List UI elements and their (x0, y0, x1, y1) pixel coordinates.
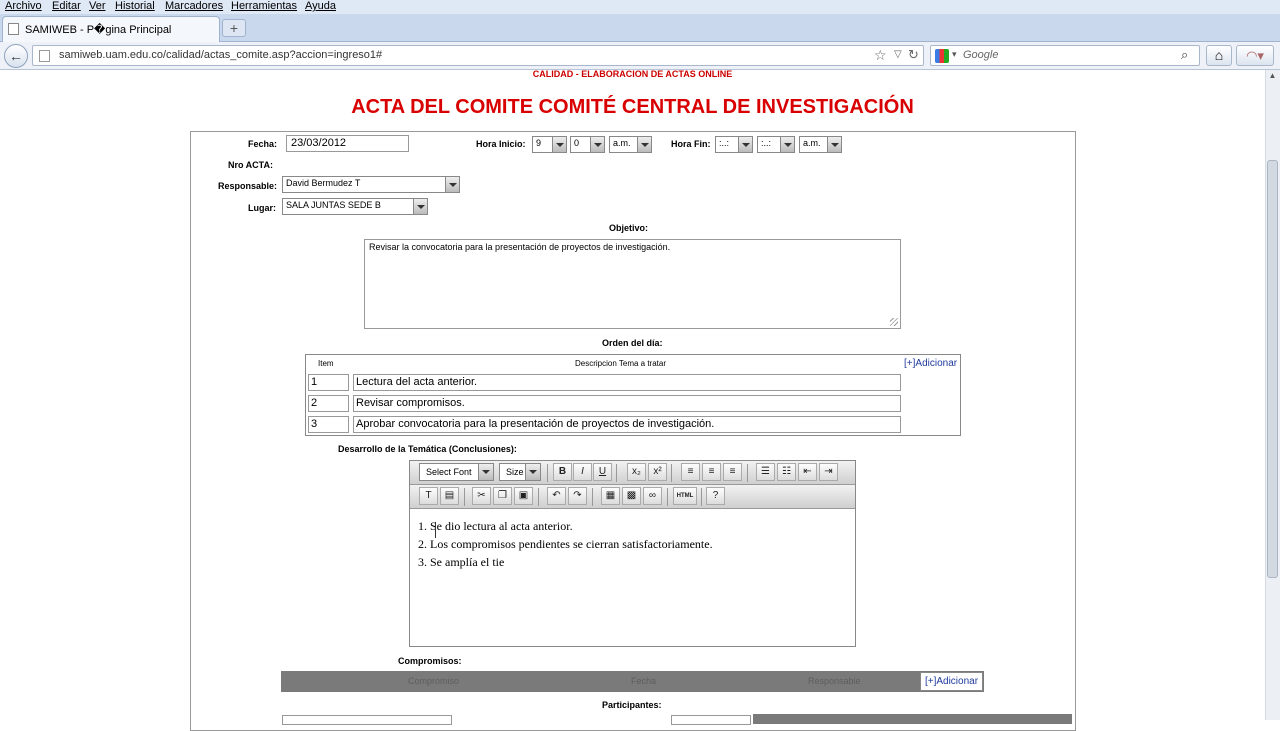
hora-fin-ampm-value: a.m. (803, 138, 821, 148)
hora-inicio-min-select[interactable] (570, 136, 605, 153)
history-dropdown-icon[interactable]: ▽ (894, 49, 902, 60)
bullet-list-icon[interactable]: ☰ (756, 463, 775, 481)
image-icon[interactable]: ▩ (622, 487, 641, 505)
toolbar-separator (592, 488, 593, 506)
menu-bar (0, 0, 1280, 14)
agenda-item-desc[interactable]: Revisar compromisos. (353, 395, 901, 412)
chevron-down-icon (552, 137, 566, 152)
participantes-label: Participantes: (602, 700, 662, 710)
home-button[interactable] (1206, 45, 1232, 66)
chevron-down-icon (827, 137, 841, 152)
orden-label: Orden del día: (602, 338, 663, 348)
editor-line: 3. Se amplía el tie (418, 555, 505, 569)
size-select-label: Size (506, 467, 524, 477)
objetivo-textarea[interactable] (364, 239, 901, 329)
participantes-header (753, 714, 1072, 724)
engine-dropdown-icon[interactable]: ▾ (952, 49, 957, 59)
google-icon[interactable] (935, 49, 949, 63)
hora-fin-hour-select[interactable] (715, 136, 753, 153)
indent-icon[interactable]: ⇥ (819, 463, 838, 481)
agenda-item-desc[interactable]: Aprobar convocatoria para la presentación de proyectos de investigación. (353, 416, 901, 433)
hora-fin-hour-value: :..: (719, 138, 730, 148)
lugar-value: SALA JUNTAS SEDE B (286, 200, 381, 210)
table-icon[interactable]: ▦ (601, 487, 620, 505)
toolbar-separator (671, 464, 672, 482)
scrollbar-thumb[interactable] (1267, 160, 1278, 578)
outdent-icon[interactable]: ⇤ (798, 463, 817, 481)
search-icon[interactable]: ⌕ (1181, 47, 1189, 62)
objetivo-text: Revisar la convocatoria para la presentación de proyectos de investigación. (369, 242, 671, 252)
url-text: samiweb.uam.edu.co/calidad/actas_comite.asp?accion=ingreso1# (59, 49, 383, 61)
toolbar-separator (464, 488, 465, 506)
page-subtitle: CALIDAD - ELABORACION DE ACTAS ONLINE (532, 69, 733, 79)
html-button[interactable]: HTML (673, 487, 697, 505)
chevron-down-icon (478, 464, 493, 480)
link-icon[interactable]: ∞ (643, 487, 662, 505)
chevron-down-icon (780, 137, 794, 152)
chevron-down-icon (445, 177, 459, 192)
chevron-down-icon (525, 464, 540, 480)
editor-line: 2. Los compromisos pendientes se cierran satisfactoriamente. (418, 537, 713, 551)
bookmark-star-icon[interactable]: ☆ (874, 47, 887, 63)
page-icon (8, 23, 19, 35)
underline-icon[interactable]: U (593, 463, 612, 481)
agenda-item-no[interactable]: 1 (308, 374, 349, 391)
chevron-down-icon (738, 137, 752, 152)
text-cursor-icon (435, 522, 441, 538)
back-button[interactable] (4, 44, 28, 68)
hora-fin-label: Hora Fin: (671, 139, 711, 149)
superscript-icon[interactable]: x² (648, 463, 667, 481)
font-select[interactable] (419, 463, 494, 481)
toolbar-separator (547, 464, 548, 482)
menu-archivo[interactable]: Archivo (5, 0, 42, 12)
toolbar-separator (747, 464, 748, 482)
align-right-icon[interactable]: ≡ (723, 463, 742, 481)
scroll-up-icon[interactable]: ▲ (1268, 71, 1277, 80)
desarrollo-label: Desarrollo de la Temática (Conclusiones): (338, 444, 517, 454)
search-bar[interactable] (930, 45, 1200, 66)
copy-icon[interactable]: ❐ (493, 487, 512, 505)
text-color-icon[interactable]: T (419, 487, 438, 505)
fecha-input[interactable]: 23/03/2012 (286, 135, 409, 152)
reload-icon[interactable]: ↻ (908, 47, 919, 62)
participante-input[interactable] (671, 715, 751, 725)
compromisos-label: Compromisos: (398, 656, 462, 666)
cut-icon[interactable]: ✂ (472, 487, 491, 505)
objetivo-label: Objetivo: (609, 223, 649, 233)
menu-historial[interactable]: Historial (115, 0, 155, 12)
search-placeholder: Google (963, 49, 999, 61)
redo-icon[interactable]: ↷ (568, 487, 587, 505)
hora-inicio-min-value: 0 (574, 138, 580, 148)
highlight-icon[interactable]: ▤ (440, 487, 459, 505)
toolbar-separator (667, 488, 668, 506)
back-arrow-icon: ← (9, 48, 23, 64)
menu-ver[interactable]: Ver (89, 0, 106, 12)
nro-acta-label: Nro ACTA: (228, 160, 273, 170)
align-left-icon[interactable]: ≡ (681, 463, 700, 481)
lugar-label: Lugar: (248, 203, 276, 213)
chevron-down-icon (637, 137, 651, 152)
addon-icon: ◠▾ (1246, 48, 1264, 63)
addon-button[interactable] (1236, 45, 1274, 66)
hora-inicio-hour-value: 9 (536, 138, 542, 148)
agenda-item-no[interactable]: 2 (308, 395, 349, 412)
site-icon (39, 50, 50, 62)
comp-col-fecha: Fecha (631, 676, 657, 686)
hora-fin-min-value: :..: (761, 138, 772, 148)
agenda-col-desc: Descripcion Tema a tratar (575, 359, 666, 368)
page-title: ACTA DEL COMITE COMITÉ CENTRAL DE INVESTIGACIÓN (351, 96, 914, 118)
toolbar-separator (538, 488, 539, 506)
hora-inicio-ampm-value: a.m. (613, 138, 631, 148)
responsable-label: Responsable: (218, 181, 278, 191)
size-select[interactable] (499, 463, 541, 481)
hora-inicio-label: Hora Inicio: (476, 139, 526, 149)
tab-title: SAMIWEB - P�gina Principal (25, 24, 172, 36)
toolbar-separator (616, 464, 617, 482)
help-icon[interactable]: ? (706, 487, 725, 505)
new-tab-button[interactable]: + (222, 19, 246, 37)
agenda-item-no[interactable]: 3 (308, 416, 349, 433)
hora-fin-ampm-select[interactable] (799, 136, 842, 153)
chevron-down-icon (590, 137, 604, 152)
agenda-item-desc[interactable]: Lectura del acta anterior. (353, 374, 901, 391)
hora-fin-min-select[interactable] (757, 136, 795, 153)
agenda-add-link[interactable]: [+]Adicionar (904, 358, 958, 369)
responsable-select[interactable] (282, 176, 460, 193)
lugar-select[interactable] (282, 198, 428, 215)
editor-line: 1. Se dio lectura al acta anterior. (418, 519, 573, 533)
chevron-down-icon (413, 199, 427, 214)
menu-herramientas[interactable]: Herramientas (231, 0, 298, 12)
menu-editar[interactable]: Editar (52, 0, 81, 12)
address-bar[interactable] (32, 45, 924, 66)
responsable-value: David Bermudez T (286, 178, 361, 188)
paste-icon[interactable]: ▣ (514, 487, 533, 505)
hora-inicio-hour-select[interactable] (532, 136, 567, 153)
participante-input[interactable] (282, 715, 452, 725)
home-icon: ⌂ (1214, 47, 1224, 63)
resize-grip-icon[interactable] (890, 318, 898, 326)
subscript-icon[interactable]: x₂ (627, 463, 646, 481)
hora-inicio-ampm-select[interactable] (609, 136, 652, 153)
browser-tab[interactable] (2, 16, 220, 42)
compromisos-add-button[interactable]: [+]Adicionar (920, 672, 983, 691)
italic-icon[interactable]: I (573, 463, 592, 481)
comp-col-responsable: Responsable (808, 676, 861, 686)
undo-icon[interactable]: ↶ (547, 487, 566, 505)
compromisos-header (281, 671, 984, 692)
comp-col-compromiso: Compromiso (408, 676, 460, 686)
align-center-icon[interactable]: ≡ (702, 463, 721, 481)
toolbar-separator (701, 488, 702, 506)
menu-marcadores[interactable]: Marcadores (165, 0, 224, 12)
bold-icon[interactable]: B (553, 463, 572, 481)
numbered-list-icon[interactable]: ☷ (777, 463, 796, 481)
agenda-col-item: Item (318, 359, 334, 368)
font-select-label: Select Font (426, 467, 472, 477)
menu-ayuda[interactable]: Ayuda (305, 0, 336, 12)
fecha-label: Fecha: (248, 139, 278, 149)
